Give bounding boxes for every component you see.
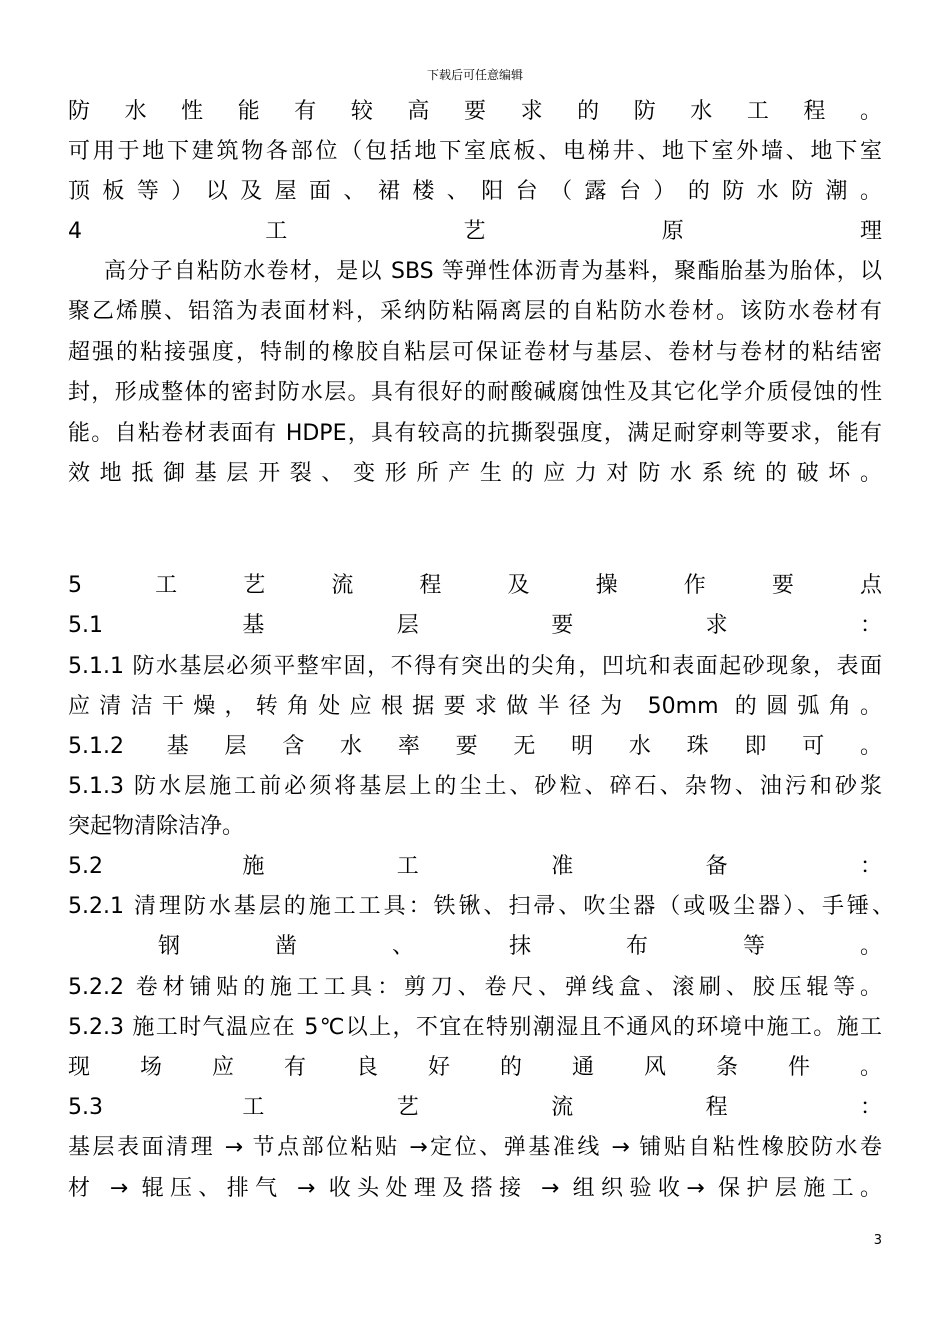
text-line: 能。自粘卷材表面有 HDPE，具有较高的抗撕裂强度，满足耐穿刺等要求，能有	[68, 421, 882, 446]
page-number: 3	[873, 1233, 882, 1248]
section-heading: 4 工艺原理	[68, 219, 882, 244]
text-line: 5.2.1 清理防水基层的施工工具：铁锹、扫帚、吹尘器（或吸尘器）、手锤、	[68, 894, 894, 919]
text-line: 5.1.1 防水基层必须平整牢固，不得有突出的尖角，凹坑和表面起砂现象，表面	[68, 654, 882, 679]
text-line: 效地抵御基层开裂、变形所产生的应力对防水系统的破坏。	[68, 461, 882, 486]
text-line: 顶板等）以及屋面、裙楼、阳台（露台）的防水防潮。	[68, 179, 882, 204]
section-heading: 5 工艺流程及操作要点	[68, 573, 882, 598]
subsection-heading: 5.2 施工准备：	[68, 854, 882, 879]
text-line: 封，形成整体的密封防水层。具有很好的耐酸碱腐蚀性及其它化学介质侵蚀的性	[68, 380, 882, 405]
text-line: 突起物清除洁净。	[68, 814, 245, 839]
text-line: 5.2.2 卷材铺贴的施工工具：剪刀、卷尺、弹线盒、滚刷、胶压辊等。	[68, 975, 882, 1000]
text-line: 5.1.2 基层含水率要无明水珠即可。	[68, 734, 882, 759]
text-line: 现场应有良好的通风条件。	[68, 1055, 882, 1080]
text-line: 5.1.3 防水层施工前必须将基层上的尘土、砂粒、碎石、杂物、油污和砂浆	[68, 774, 882, 799]
text-line: 材 → 辊压、排气 → 收头处理及搭接 → 组织验收→ 保护层施工。	[68, 1176, 882, 1201]
text-line: 高分子自粘防水卷材，是以 SBS 等弹性体沥青为基料，聚酯胎基为胎体，以	[104, 259, 882, 284]
subsection-heading: 5.3 工艺流程：	[68, 1095, 882, 1120]
text-line: 钢凿、抹布等。	[158, 934, 882, 959]
text-line: 基层表面清理 → 节点部位粘贴 →定位、弹基准线 → 铺贴自粘性橡胶防水卷	[68, 1135, 882, 1160]
text-line: 应清洁干燥，转角处应根据要求做半径为 50mm 的圆弧角。	[68, 694, 882, 719]
subsection-heading: 5.1 基层要求：	[68, 613, 882, 638]
text-line: 5.2.3 施工时气温应在 5℃以上，不宜在特别潮湿且不通风的环境中施工。施工	[68, 1015, 882, 1040]
text-line: 防水性能有较高要求的防水工程。	[68, 99, 882, 124]
text-line: 超强的粘接强度，特制的橡胶自粘层可保证卷材与基层、卷材与卷材的粘结密	[68, 340, 882, 365]
page-header: 下载后可任意编辑	[426, 68, 523, 82]
text-line: 可用于地下建筑物各部位（包括地下室底板、电梯井、地下室外墙、地下室	[68, 139, 882, 164]
text-line: 聚乙烯膜、铝箔为表面材料，采纳防粘隔离层的自粘防水卷材。该防水卷材有	[68, 299, 882, 324]
